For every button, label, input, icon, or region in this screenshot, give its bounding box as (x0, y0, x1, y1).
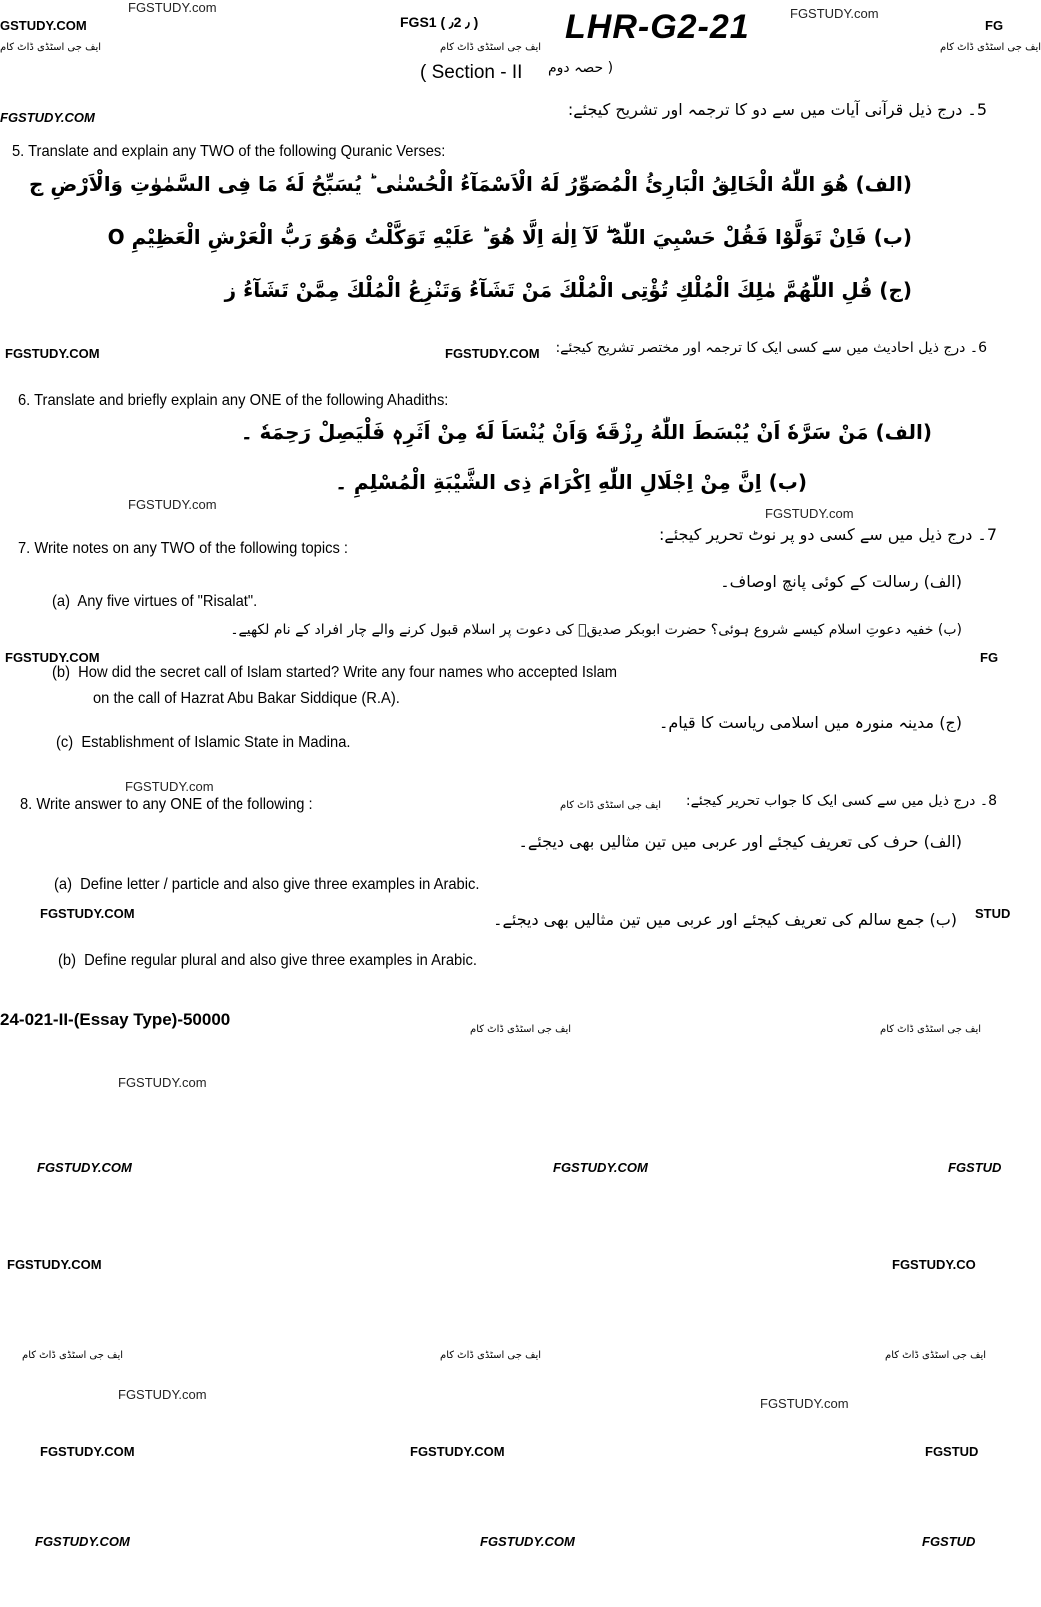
watermark: FGSTUDY.COM (40, 906, 135, 921)
verse-text: قُلِ اللّٰهُمَّ مٰلِكَ الْمُلْكِ تُؤْتِى الْمُلْكَ مَنْ تَشَآءُ وَتَنْزِعُ الْمُلْكَ مِمَّنْ تَشَآءُ ز (224, 278, 873, 302)
section-label-urdu: حصہ دوم ) (548, 60, 614, 76)
paper-code: FGS1 ( ٫2 ٫ ) (400, 14, 479, 30)
topic-text: How did the secret call of Islam started? Write any four names who accepted Islam (78, 664, 618, 681)
watermark: FGSTUD (948, 1160, 1002, 1175)
watermark: FGSTUDY.COM (37, 1160, 132, 1175)
topic-text: Any five virtues of "Risalat". (77, 593, 258, 610)
verse-label: (الف) (855, 172, 912, 196)
q7-topic-b-urdu: (ب) خفیہ دعوتِ اسلام کیسے شروع ہوئی؟ حضرت ابوبکر صدیقؓ کی دعوت پر اسلام قبول کرنے والے چار افراد کے نام لکھیے۔ (230, 622, 962, 638)
watermark: FGSTUD (925, 1444, 979, 1459)
item-text: Define letter / particle and also give three examples in Arabic. (80, 876, 480, 893)
q7-topic-b-english (52, 664, 617, 682)
item-label: (b) (58, 952, 76, 969)
watermark: FGSTUDY.com (128, 497, 217, 512)
verse-label: (ب) (873, 225, 912, 249)
q7-topic-b-english-line2: on the call of Hazrat Abu Bakar Siddique (R.A). (93, 690, 400, 707)
watermark: FGSTUDY.com (118, 1075, 207, 1090)
watermark: FG (980, 650, 999, 665)
hadith-label: (الف) (875, 420, 932, 444)
watermark: FG (985, 18, 1004, 33)
verse-label: (ج) (879, 278, 912, 302)
q5-verse-a (29, 172, 912, 196)
q6-english-instruction: 6. Translate and briefly explain any ONE of the following Ahadiths: (18, 392, 449, 409)
q8-item-a-urdu: (الف) حرف کی تعریف کیجئے اور عربی میں تین مثالیں بھی دیجئے۔ (518, 832, 962, 851)
q5-english-instruction: 5. Translate and explain any TWO of the following Quranic Verses: (12, 143, 446, 160)
q8-item-a-english (54, 876, 479, 894)
watermark: FGSTUDY.com (765, 506, 854, 521)
watermark-urdu: ایف جی اسٹڈی ڈاٹ کام (880, 1024, 982, 1035)
q7-topic-a-urdu: (الف) رسالت کے کوئی پانچ اوصاف۔ (720, 572, 962, 591)
watermark: FGSTUDY.com (118, 1387, 207, 1402)
q8-urdu-instruction: 8۔ درج ذیل میں سے کسی ایک کا جواب تحریر کیجئے: (685, 793, 997, 809)
watermark: FGSTUDY.com (125, 779, 214, 794)
watermark: FGSTUDY.com (128, 0, 217, 15)
item-text: Define regular plural and also give three examples in Arabic. (84, 952, 477, 969)
q5-urdu-instruction: 5۔ درج ذیل قرآنی آیات میں سے دو کا ترجمہ اور تشریح کیجئے: (567, 100, 987, 119)
watermark: STUD (975, 906, 1011, 921)
q7-topic-a-english (52, 593, 257, 611)
q6-hadith-b (335, 470, 807, 494)
q7-topic-c-urdu: (ج) مدینہ منورہ میں اسلامی ریاست کا قیام۔ (659, 713, 962, 732)
watermark: FGSTUDY.COM (0, 110, 95, 125)
watermark: FGSTUDY.CO (892, 1257, 976, 1272)
q7-english-instruction: 7. Write notes on any TWO of the following topics : (18, 540, 348, 557)
watermark: FGSTUDY.COM (40, 1444, 135, 1459)
watermark-urdu: ایف جی اسٹڈی ڈاٹ کام (0, 42, 102, 53)
watermark: FGSTUDY.COM (5, 346, 100, 361)
q7-topic-c-english (56, 734, 351, 752)
watermark: FGSTUDY.COM (480, 1534, 575, 1549)
watermark: FGSTUDY.COM (35, 1534, 130, 1549)
watermark: FGSTUD (922, 1534, 976, 1549)
topic-label: (a) (52, 593, 70, 610)
q5-verse-b (108, 225, 912, 249)
topic-label: (b) (52, 664, 70, 681)
q6-urdu-instruction: 6۔ درج ذیل احادیث میں سے کسی ایک کا ترجمہ اور مختصر تشریح کیجئے: (555, 340, 987, 356)
watermark: FGSTUDY.com (760, 1396, 849, 1411)
q6-hadith-a (241, 420, 932, 444)
paper-footer-code: 24-021-II-(Essay Type)-50000 (0, 1010, 231, 1029)
q7-urdu-instruction: 7۔ درج ذیل میں سے کسی دو پر نوٹ تحریر کیجئے: (658, 525, 997, 544)
topic-label: (c) (56, 734, 74, 751)
q8-item-b-urdu: (ب) جمع سالم کی تعریف کیجئے اور عربی میں تین مثالیں بھی دیجئے۔ (493, 910, 957, 929)
verse-text: فَاِنْ تَوَلَّوْا فَقُلْ حَسْبِيَ اللّٰهُ ۖ لَآ اِلٰهَ اِلَّا هُوَ ؕ عَلَيْهِ تَوَكَّلْتُ وَهُوَ رَبُّ الْعَرْشِ الْعَظِيْمِ O (107, 225, 867, 249)
hadith-text: اِنَّ مِنْ اِجْلَالِ اللّٰهِ اِكْرَامَ ذِى الشَّيْبَةِ الْمُسْلِمِ ۔ (335, 470, 762, 494)
hadith-label: (ب) (768, 470, 807, 494)
q5-verse-c (225, 278, 912, 302)
watermark: FGSTUDY.com (790, 6, 879, 21)
watermark: FGSTUDY.COM (553, 1160, 648, 1175)
q8-item-b-english (58, 952, 477, 970)
watermark-urdu: ایف جی اسٹڈی ڈاٹ کام (470, 1024, 572, 1035)
handwritten-code: LHR-G2-21 (565, 8, 750, 46)
watermark-urdu: ایف جی اسٹڈی ڈاٹ کام (440, 1350, 542, 1361)
watermark: FGSTUDY.COM (7, 1257, 102, 1272)
hadith-text: مَنْ سَرَّهٗ اَنْ يُبْسَطَ اللّٰهُ رِزْقَهٗ وَاَنْ يُنْسَاَ لَهٗ مِنْ اَثَرِهٖ فَلْيَصِلْ رَحِمَهٗ ۔ (240, 420, 869, 444)
watermark-urdu: ایف جی اسٹڈی ڈاٹ کام (440, 42, 542, 53)
topic-text: Establishment of Islamic State in Madina. (81, 734, 351, 751)
watermark-urdu: ایف جی اسٹڈی ڈاٹ کام (885, 1350, 987, 1361)
watermark-urdu: ایف جی اسٹڈی ڈاٹ کام (22, 1350, 124, 1361)
verse-text: هُوَ اللّٰهُ الْخَالِقُ الْبَارِئُ الْمُصَوِّرُ لَهُ الْاَسْمَآءُ الْحُسْنٰى ؕ يُسَبِّحُ لَهٗ مَا فِى السَّمٰوٰتِ وَالْاَرْضِ ج (29, 172, 849, 196)
watermark: GSTUDY.COM (0, 18, 87, 33)
watermark: FGSTUDY.COM (445, 346, 540, 361)
watermark-urdu: ایف جی اسٹڈی ڈاٹ کام (940, 42, 1041, 53)
watermark-urdu: ایف جی اسٹڈی ڈاٹ کام (560, 800, 662, 811)
q8-english-instruction: 8. Write answer to any ONE of the following : (20, 796, 313, 813)
section-label: ( Section - II (420, 62, 523, 83)
item-label: (a) (54, 876, 72, 893)
watermark: FGSTUDY.COM (410, 1444, 505, 1459)
watermark: FGSTUDY.COM (5, 650, 100, 665)
